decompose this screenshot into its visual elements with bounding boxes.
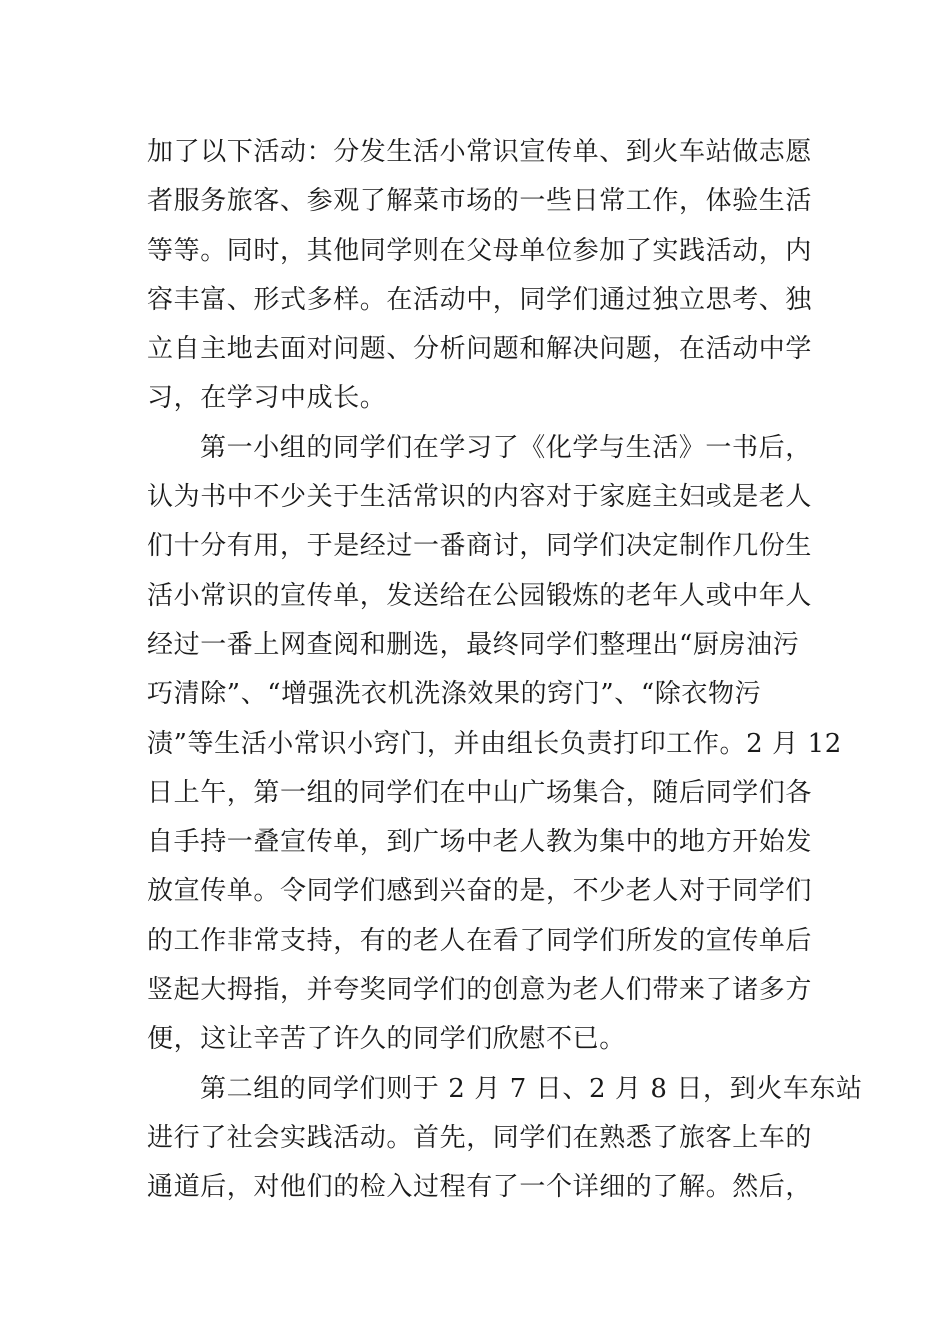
text-line: 渍”等生活小常识小窍门，并由组长负责打印工作。2 月 12 bbox=[147, 728, 842, 759]
text-line: 通道后，对他们的检入过程有了一个详细的了解。然后， bbox=[147, 1172, 813, 1203]
text-line: 习，在学习中成长。 bbox=[147, 383, 387, 414]
text-line: 便，这让辛苦了许久的同学们欣慰不已。 bbox=[147, 1024, 626, 1055]
document-body bbox=[147, 128, 863, 1213]
text-line: 自手持一叠宣传单，到广场中老人教为集中的地方开始发 bbox=[147, 827, 813, 858]
text-line: 等等。同时，其他同学则在父母单位参加了实践活动，内 bbox=[147, 235, 813, 266]
paragraph-first-line: 第二组的同学们则于 2 月 7 日、2 月 8 日，到火车东站 bbox=[200, 1073, 863, 1104]
text-line: 的工作非常支持，有的老人在看了同学们所发的宣传单后 bbox=[147, 925, 813, 956]
text-line: 加了以下活动：分发生活小常识宣传单、到火车站做志愿 bbox=[147, 137, 813, 167]
text-line: 者服务旅客、参观了解菜市场的一些日常工作，体验生活 bbox=[147, 186, 813, 217]
text-line: 竖起大拇指，并夸奖同学们的创意为老人们带来了诸多方 bbox=[147, 975, 813, 1006]
paragraph-first-line: 第一小组的同学们在学习了《化学与生活》一书后， bbox=[200, 432, 812, 463]
text-line: 认为书中不少关于生活常识的内容对于家庭主妇或是老人 bbox=[147, 482, 813, 513]
text-line: 立自主地去面对问题、分析问题和解决问题，在活动中学 bbox=[147, 334, 813, 365]
text-line: 经过一番上网查阅和删选，最终同学们整理出“厨房油污 bbox=[147, 629, 800, 660]
text-line: 日上午，第一组的同学们在中山广场集合，随后同学们各 bbox=[147, 777, 813, 808]
text-line: 们十分有用，于是经过一番商讨，同学们决定制作几份生 bbox=[147, 531, 813, 562]
text-line: 活小常识的宣传单，发送给在公园锻炼的老年人或中年人 bbox=[147, 580, 813, 611]
text-line: 进行了社会实践活动。首先，同学们在熟悉了旅客上车的 bbox=[147, 1122, 813, 1153]
text-line: 放宣传单。令同学们感到兴奋的是，不少老人对于同学们 bbox=[147, 876, 813, 907]
text-line: 巧清除”、“增强洗衣机洗涤效果的窍门”、“除衣物污 bbox=[147, 679, 762, 710]
text-line: 容丰富、形式多样。在活动中，同学们通过独立思考、独 bbox=[147, 284, 813, 315]
